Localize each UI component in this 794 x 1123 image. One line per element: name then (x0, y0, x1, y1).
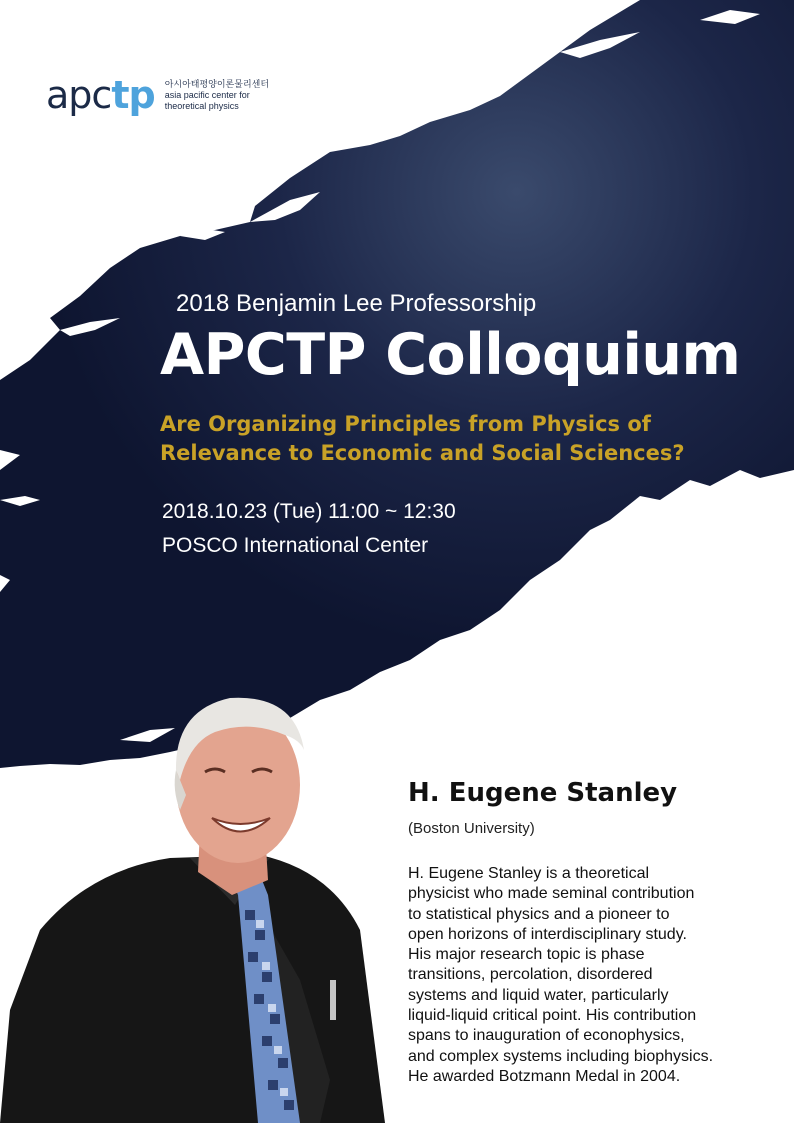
event-title: APCTP Colloquium (160, 322, 741, 388)
speaker-bio (408, 864, 780, 1087)
apctp-logo (46, 73, 270, 117)
logo-wordmark (46, 73, 155, 117)
event-subtitle: 2018 Benjamin Lee Professorship (176, 290, 537, 317)
bio-line: spans to inauguration of econophysics, (408, 1027, 685, 1045)
bio-line: He awarded Botzmann Medal in 2004. (408, 1067, 681, 1085)
bio-line: physicist who made seminal contribution (408, 885, 695, 903)
bio-line: systems and liquid water, particularly (408, 986, 669, 1004)
logo-tp: tp (111, 73, 155, 117)
logo-korean: 아시아태평양이론물리센터 (164, 78, 270, 89)
bio-line: to statistical physics and a pioneer to (408, 905, 670, 923)
logo-english-line1: asia pacific center for (164, 89, 250, 100)
bio-line: His major research topic is phase (408, 946, 645, 964)
logo-ap: ap (46, 73, 92, 117)
bio-line: open horizons of interdisciplinary study. (408, 925, 687, 943)
bio-line: liquid-liquid critical point. His contribution (408, 1007, 697, 1025)
logo-c: c (91, 73, 112, 117)
topic-line-1: Are Organizing Principles from Physics of (160, 412, 651, 436)
logo-english-line2: theoretical physics (164, 100, 239, 111)
topic-line-2: Relevance to Economic and Social Sciences? (160, 441, 685, 465)
bio-line: and complex systems including biophysics. (408, 1047, 714, 1065)
event-venue: POSCO International Center (162, 534, 429, 557)
logo-caption (165, 79, 269, 112)
speaker-photo (0, 680, 390, 1123)
speaker-affiliation: (Boston University) (408, 820, 535, 837)
talk-topic (160, 410, 685, 468)
speaker-name: H. Eugene Stanley (408, 778, 678, 808)
bio-line: H. Eugene Stanley is a theoretical (408, 865, 650, 882)
event-datetime: 2018.10.23 (Tue) 11:00 ~ 12:30 (162, 500, 456, 523)
bio-line: transitions, percolation, disordered (408, 966, 653, 984)
